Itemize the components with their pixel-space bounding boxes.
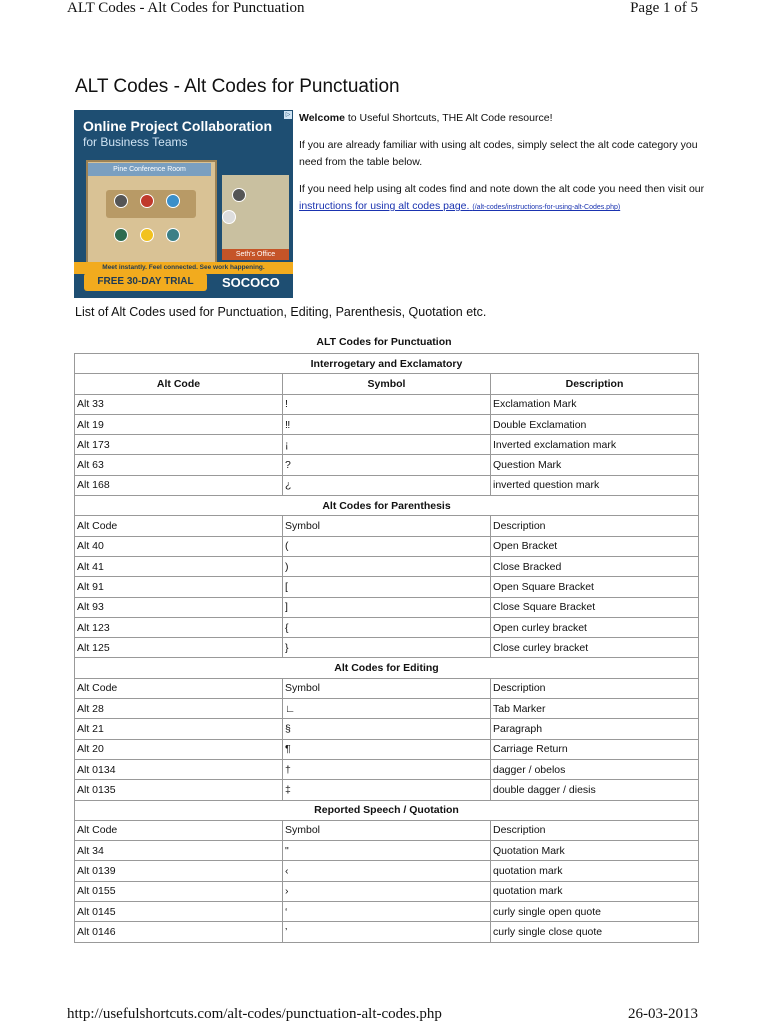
- alt-code-cell: Alt 33: [75, 394, 283, 414]
- column-header: Alt Code: [75, 820, 283, 840]
- alt-code-cell: Alt 168: [75, 475, 283, 495]
- instructions-link-url: (/alt-codes/instructions-for-using-alt-Codes.php): [472, 204, 621, 211]
- table-section-title-row: [75, 496, 699, 516]
- description-cell: Open curley bracket: [491, 617, 699, 637]
- avatar-icon: [166, 228, 180, 242]
- symbol-cell: ‼: [283, 414, 491, 434]
- column-header: Symbol: [283, 820, 491, 840]
- alt-code-cell: Alt 40: [75, 536, 283, 556]
- column-header: Description: [491, 678, 699, 698]
- intro-familiar-text: If you are already familiar with using alt codes, simply select the alt code category you need from the table below.: [299, 139, 698, 168]
- symbol-cell: †: [283, 759, 491, 779]
- intro-welcome: [299, 110, 719, 127]
- column-header: Symbol: [283, 516, 491, 536]
- section-title: Interrogetary and Exclamatory: [75, 354, 699, 374]
- ad-office-label: Seth's Office: [222, 249, 289, 260]
- description-cell: curly single open quote: [491, 902, 699, 922]
- column-header: Description: [491, 374, 699, 394]
- alt-code-cell: Alt 0155: [75, 881, 283, 901]
- description-cell: Open Square Bracket: [491, 577, 699, 597]
- print-footer-date: 26-03-2013: [628, 1006, 698, 1022]
- symbol-cell: ‘: [283, 902, 491, 922]
- section-title: Alt Codes for Editing: [75, 658, 699, 678]
- alt-code-cell: Alt 0134: [75, 759, 283, 779]
- table-row: [75, 739, 699, 759]
- instructions-link[interactable]: [299, 200, 620, 212]
- table-row: [75, 597, 699, 617]
- alt-code-cell: Alt 28: [75, 699, 283, 719]
- symbol-cell: }: [283, 638, 491, 658]
- symbol-cell: §: [283, 719, 491, 739]
- description-cell: Open Bracket: [491, 536, 699, 556]
- description-cell: Close Square Bracket: [491, 597, 699, 617]
- avatar-icon: [114, 194, 128, 208]
- ad-subline: for Business Teams: [83, 135, 188, 149]
- ad-headline: Online Project Collaboration: [83, 118, 273, 134]
- ad-room-label: Pine Conference Room: [88, 163, 211, 176]
- description-cell: quotation mark: [491, 861, 699, 881]
- table-row: [75, 719, 699, 739]
- table-row: [75, 759, 699, 779]
- description-cell: Paragraph: [491, 719, 699, 739]
- symbol-cell: !: [283, 394, 491, 414]
- list-caption: List of Alt Codes used for Punctuation, Editing, Parenthesis, Quotation etc.: [75, 305, 487, 319]
- avatar-icon: [232, 188, 246, 202]
- description-cell: Double Exclamation: [491, 414, 699, 434]
- symbol-cell: ∟: [283, 699, 491, 719]
- column-header: Description: [491, 516, 699, 536]
- table-row: [75, 617, 699, 637]
- table-header-row: [75, 516, 699, 536]
- alt-code-cell: Alt 93: [75, 597, 283, 617]
- print-footer-url: http://usefulshortcuts.com/alt-codes/punctuation-alt-codes.php: [67, 1006, 442, 1022]
- description-cell: Close Bracked: [491, 556, 699, 576]
- table-row: [75, 922, 699, 942]
- symbol-cell: [: [283, 577, 491, 597]
- table-section-title-row: [75, 800, 699, 820]
- alt-code-cell: Alt 123: [75, 617, 283, 637]
- column-header: Alt Code: [75, 374, 283, 394]
- description-cell: Carriage Return: [491, 739, 699, 759]
- description-cell: curly single close quote: [491, 922, 699, 942]
- table-row: [75, 699, 699, 719]
- symbol-cell: ›: [283, 881, 491, 901]
- table-header-row: [75, 820, 699, 840]
- alt-codes-table: [74, 353, 699, 943]
- symbol-cell: ¶: [283, 739, 491, 759]
- symbol-cell: (: [283, 536, 491, 556]
- symbol-cell: {: [283, 617, 491, 637]
- column-header: Symbol: [283, 374, 491, 394]
- avatar-icon: [114, 228, 128, 242]
- column-header: Description: [491, 820, 699, 840]
- column-header: Symbol: [283, 678, 491, 698]
- symbol-cell: ¿: [283, 475, 491, 495]
- ad-free-trial-button[interactable]: FREE 30-DAY TRIAL: [84, 273, 207, 291]
- description-cell: quotation mark: [491, 881, 699, 901]
- alt-code-cell: Alt 0145: [75, 902, 283, 922]
- description-cell: Close curley bracket: [491, 638, 699, 658]
- table-row: [75, 414, 699, 434]
- section-title: Alt Codes for Parenthesis: [75, 496, 699, 516]
- ad-brand-logo: SOCOCO: [222, 275, 280, 290]
- table-row: [75, 455, 699, 475]
- table-row: [75, 435, 699, 455]
- table-header-row: [75, 374, 699, 394]
- alt-code-cell: Alt 63: [75, 455, 283, 475]
- alt-code-cell: Alt 19: [75, 414, 283, 434]
- table-section-title-row: [75, 354, 699, 374]
- table-row: [75, 881, 699, 901]
- welcome-text: to Useful Shortcuts, THE Alt Code resource!: [344, 112, 553, 124]
- ad-choices-icon[interactable]: ▷: [285, 112, 291, 118]
- table-row: [75, 556, 699, 576]
- alt-code-cell: Alt 20: [75, 739, 283, 759]
- description-cell: Question Mark: [491, 455, 699, 475]
- description-cell: Tab Marker: [491, 699, 699, 719]
- table-section-title-row: [75, 658, 699, 678]
- avatar-icon: [166, 194, 180, 208]
- alt-code-cell: Alt 91: [75, 577, 283, 597]
- table-row: [75, 536, 699, 556]
- description-cell: Exclamation Mark: [491, 394, 699, 414]
- description-cell: inverted question mark: [491, 475, 699, 495]
- column-header: Alt Code: [75, 516, 283, 536]
- alt-code-cell: Alt 34: [75, 841, 283, 861]
- symbol-cell: ‹: [283, 861, 491, 881]
- ad-tagline: Meet instantly. Feel connected. See work happening.: [74, 262, 293, 274]
- symbol-cell: ?: [283, 455, 491, 475]
- intro-help-text: [299, 181, 719, 216]
- page-title: ALT Codes - Alt Codes for Punctuation: [75, 76, 400, 97]
- alt-code-cell: Alt 0146: [75, 922, 283, 942]
- table-row: [75, 780, 699, 800]
- print-header-title: ALT Codes - Alt Codes for Punctuation: [67, 0, 305, 16]
- table-row: [75, 638, 699, 658]
- symbol-cell: ": [283, 841, 491, 861]
- alt-code-cell: Alt 0139: [75, 861, 283, 881]
- alt-code-cell: Alt 0135: [75, 780, 283, 800]
- symbol-cell: ¡: [283, 435, 491, 455]
- description-cell: double dagger / diesis: [491, 780, 699, 800]
- symbol-cell: ‡: [283, 780, 491, 800]
- advertisement-banner[interactable]: [74, 110, 293, 298]
- avatar-icon: [140, 228, 154, 242]
- alt-code-cell: Alt 125: [75, 638, 283, 658]
- alt-code-cell: Alt 41: [75, 556, 283, 576]
- help-text: If you need help using alt codes find and note down the alt code you need then visit our: [299, 183, 705, 195]
- instructions-link-text: instructions for using alt codes page.: [299, 200, 470, 212]
- symbol-cell: ’: [283, 922, 491, 942]
- table-row: [75, 841, 699, 861]
- avatar-icon: [140, 194, 154, 208]
- column-header: Alt Code: [75, 678, 283, 698]
- welcome-bold: Welcome: [299, 112, 345, 124]
- alt-code-cell: Alt 173: [75, 435, 283, 455]
- table-row: [75, 475, 699, 495]
- description-cell: Inverted exclamation mark: [491, 435, 699, 455]
- description-cell: Quotation Mark: [491, 841, 699, 861]
- avatar-icon: [222, 210, 236, 224]
- table-row: [75, 394, 699, 414]
- table-caption: ALT Codes for Punctuation: [316, 336, 452, 348]
- table-row: [75, 861, 699, 881]
- alt-code-cell: Alt 21: [75, 719, 283, 739]
- table-row: [75, 902, 699, 922]
- section-title: Reported Speech / Quotation: [75, 800, 699, 820]
- description-cell: dagger / obelos: [491, 759, 699, 779]
- print-header-page-number: Page 1 of 5: [630, 0, 698, 16]
- table-row: [75, 577, 699, 597]
- table-header-row: [75, 678, 699, 698]
- symbol-cell: ]: [283, 597, 491, 617]
- symbol-cell: ): [283, 556, 491, 576]
